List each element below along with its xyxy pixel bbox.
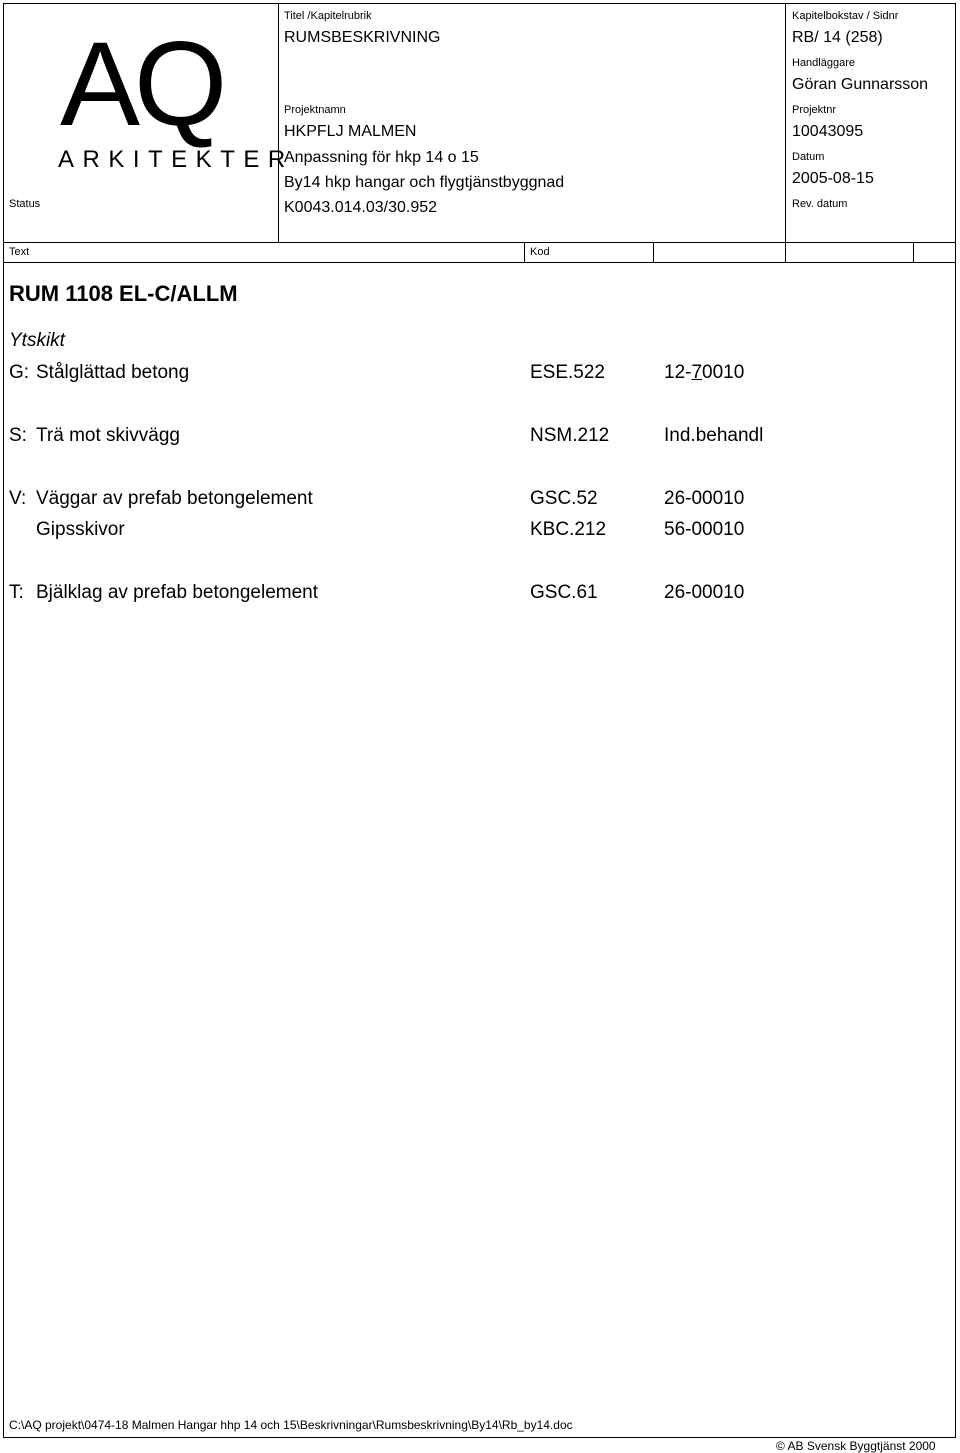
row-text-s: Trä mot skivvägg <box>36 425 180 446</box>
room-title: RUM 1108 EL-C/ALLM <box>9 281 238 306</box>
chapter-label: Kapitelbokstav / Sidnr <box>792 10 899 22</box>
handler-value: Göran Gunnarsson <box>792 76 929 93</box>
title-value: RUMSBESKRIVNING <box>284 29 441 46</box>
project-line-1: HKPFLJ MALMEN <box>284 123 417 140</box>
column-tick-kod <box>524 242 525 263</box>
date-value: 2005-08-15 <box>792 170 874 187</box>
column-header-line <box>3 262 956 263</box>
page-frame <box>3 3 956 1438</box>
row-ref-g-part-b: 0010 <box>702 362 745 383</box>
row-ref-g-part-a: 12- <box>664 362 692 383</box>
rev-date-label: Rev. datum <box>792 198 848 210</box>
project-no-label: Projektnr <box>792 104 837 116</box>
status-label: Status <box>9 198 41 210</box>
row-code-g: ESE.522 <box>530 362 605 383</box>
row-prefix-t: T: <box>9 582 24 603</box>
row-text-g: Stålglättad betong <box>36 362 190 383</box>
row-prefix-s: S: <box>9 425 27 446</box>
section-heading: Ytskikt <box>9 330 65 351</box>
chapter-value: RB/ 14 (258) <box>792 29 883 46</box>
column-tick-2 <box>653 242 654 263</box>
row-code-s: NSM.212 <box>530 425 610 446</box>
row-ref-v: 26-00010 <box>664 488 745 509</box>
logo-mark: AQ <box>60 17 222 151</box>
row-ref-s: Ind.behandl <box>664 425 764 446</box>
row-code-t: GSC.61 <box>530 582 598 603</box>
row-ref-g-underlined: 7 <box>691 362 703 383</box>
row-text-v: Väggar av prefab betongelement <box>36 488 313 509</box>
row-prefix-g: G: <box>9 362 30 383</box>
header-bottom-line <box>3 242 956 243</box>
header-divider-2 <box>785 3 786 243</box>
date-label: Datum <box>792 151 825 163</box>
footer-copyright: © AB Svensk Byggtjänst 2000 <box>776 1439 936 1453</box>
logo-subtitle: ARKITEKTER <box>58 146 294 173</box>
column-code-label: Kod <box>530 246 550 258</box>
row-text-t: Bjälklag av prefab betongelement <box>36 582 319 603</box>
column-tick-3 <box>785 242 786 263</box>
row-ref-t: 26-00010 <box>664 582 745 603</box>
handler-label: Handläggare <box>792 57 855 69</box>
project-no-value: 10043095 <box>792 123 864 140</box>
title-label: Titel /Kapitelrubrik <box>284 10 372 22</box>
column-text-label: Text <box>9 246 30 258</box>
project-name-label: Projektnamn <box>284 104 346 116</box>
row-ref-g <box>664 362 744 384</box>
project-line-4: K0043.014.03/30.952 <box>284 199 438 216</box>
row-text-gips: Gipsskivor <box>36 519 125 540</box>
row-code-v: GSC.52 <box>530 488 598 509</box>
row-prefix-v: V: <box>9 488 27 509</box>
footer-file-path: C:\AQ projekt\0474-18 Malmen Hangar hhp 14 och 15\Beskrivningar\Rumsbeskrivning\By14\Rb_by14.doc <box>9 1418 573 1432</box>
project-line-3: By14 hkp hangar och flygtjänstbyggnad <box>284 174 565 191</box>
column-tick-4 <box>913 242 914 263</box>
row-code-gips: KBC.212 <box>530 519 607 540</box>
row-ref-gips: 56-00010 <box>664 519 745 540</box>
header-divider-1 <box>278 3 279 243</box>
project-line-2: Anpassning för hkp 14 o 15 <box>284 149 479 166</box>
